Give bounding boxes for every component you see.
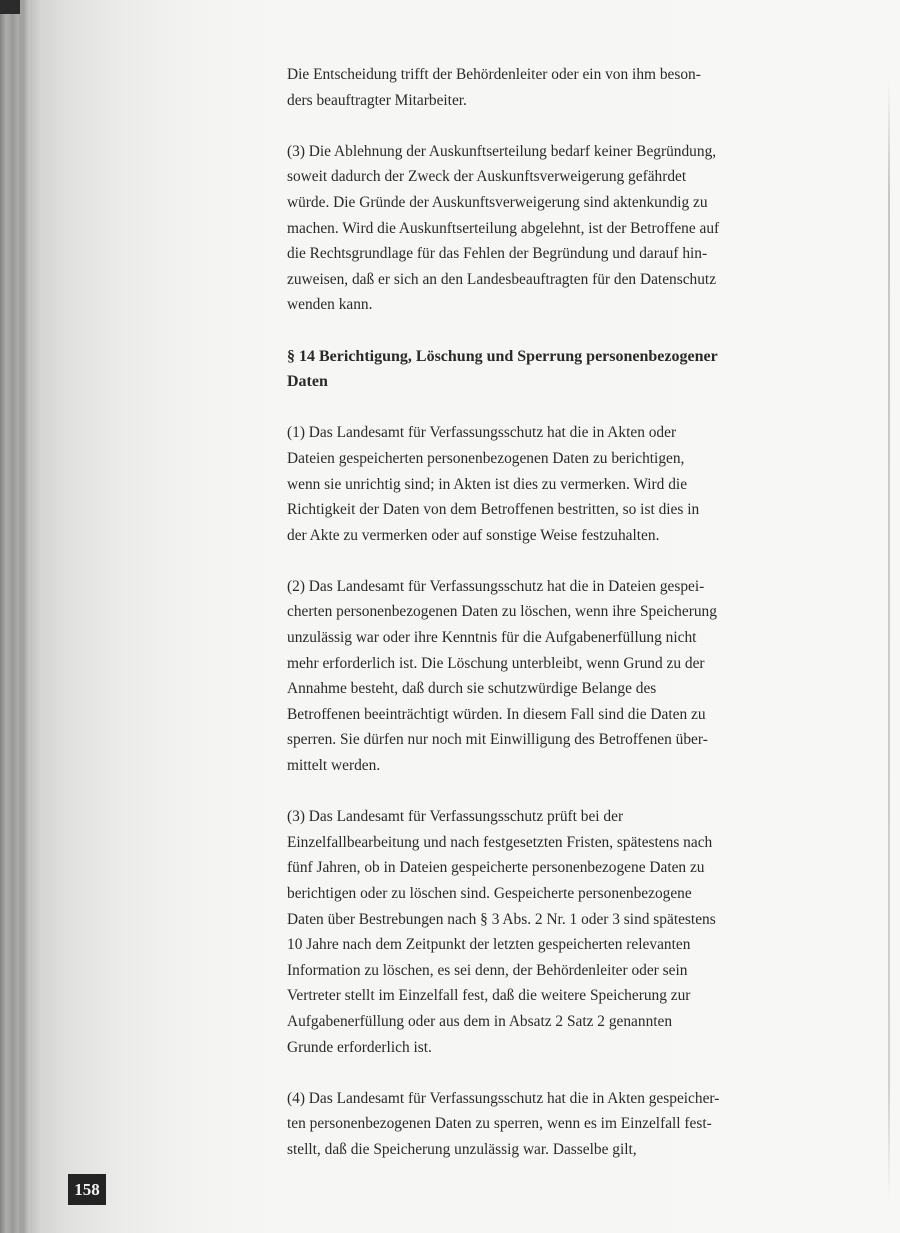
text-line: (3) Die Ablehnung der Auskunftserteilung bedarf keiner Begründung, [287, 142, 717, 160]
section-heading [287, 344, 827, 395]
text-line: Information zu löschen, es sei denn, der Behördenleiter oder sein [287, 961, 688, 979]
text-line: Richtigkeit der Daten von dem Betroffenen bestritten, so ist dies in [287, 501, 700, 519]
book-spine-shadow [0, 0, 30, 1233]
text-line: wenden kann. [287, 296, 373, 314]
body-paragraph [287, 139, 827, 318]
text-line: der Akte zu vermerken oder auf sonstige Weise festzuhalten. [287, 526, 660, 544]
body-paragraph [287, 420, 827, 548]
body-paragraph [287, 574, 827, 779]
text-line: Dateien gespeicherten personenbezogenen Daten zu berichtigen, [287, 449, 685, 467]
text-line: cherten personenbezogenen Daten zu löschen, wenn ihre Speicherung [287, 603, 717, 621]
text-line: wenn sie unrichtig sind; in Akten ist dies zu vermerken. Wird die [287, 475, 688, 493]
body-paragraph [287, 804, 827, 1060]
text-line: § 14 Berichtigung, Löschung und Sperrung personenbezogener [287, 347, 718, 365]
page-number-badge: 158 [68, 1174, 106, 1205]
text-line: mehr erforderlich ist. Die Löschung unterbleibt, wenn Grund zu der [287, 654, 705, 672]
text-line: Die Entscheidung trifft der Behördenleiter oder ein von ihm beson- [287, 66, 701, 83]
body-paragraph [287, 1086, 827, 1163]
page-body-text [287, 62, 827, 1188]
text-line: (3) Das Landesamt für Verfassungsschutz prüft bei der [287, 808, 624, 826]
text-line: fünf Jahren, ob in Dateien gespeicherte personenbezogene Daten zu [287, 859, 705, 877]
text-line: soweit dadurch der Zweck der Auskunftsverweigerung gefährdet [287, 168, 687, 186]
text-line: würde. Die Gründe der Auskunftsverweigerung sind aktenkundig zu [287, 193, 708, 211]
text-line: Annahme besteht, daß durch sie schutzwürdige Belange des [287, 680, 657, 698]
text-line: Daten über Bestrebungen nach § 3 Abs. 2 Nr. 1 oder 3 sind spätestens [287, 910, 716, 928]
text-line: (1) Das Landesamt für Verfassungsschutz hat die in Akten oder [287, 424, 677, 442]
text-line: machen. Wird die Auskunftserteilung abgelehnt, ist der Betroffene auf [287, 219, 720, 237]
text-line: Daten [287, 373, 328, 391]
text-line: stellt, daß die Speicherung unzulässig war. Dasselbe gilt, [287, 1140, 637, 1158]
text-line: 10 Jahre nach dem Zeitpunkt der letzten gespeicherten relevanten [287, 936, 691, 954]
text-line: Aufgabenerfüllung oder aus dem in Absatz 2 Satz 2 genannten [287, 1012, 673, 1030]
text-line: ten personenbezogenen Daten zu sperren, wenn es im Einzelfall fest- [287, 1115, 712, 1133]
text-line: (4) Das Landesamt für Verfassungsschutz hat die in Akten gespeicher- [287, 1089, 720, 1107]
text-line: ders beauftragter Mitarbeiter. [287, 91, 467, 109]
text-line: berichtigen oder zu löschen sind. Gespeicherte personenbezogene [287, 885, 692, 902]
text-line: sperren. Sie dürfen nur noch mit Einwilligung des Betroffenen über- [287, 731, 708, 749]
text-line: zuweisen, daß er sich an den Landesbeauftragten für den Datenschutz [287, 270, 717, 288]
body-paragraph [287, 62, 827, 113]
page-edge-line [888, 80, 890, 1200]
text-line: Betroffenen beeinträchtigt würden. In diesem Fall sind die Daten zu [287, 705, 706, 723]
text-line: Grunde erforderlich ist. [287, 1038, 432, 1056]
text-line: Einzelfallbearbeitung und nach festgesetzten Fristen, spätestens nach [287, 833, 713, 851]
text-line: unzulässig war oder ihre Kenntnis für die Aufgabenerfüllung nicht [287, 629, 697, 647]
text-line: die Rechtsgrundlage für das Fehlen der Begründung und darauf hin- [287, 245, 708, 263]
text-line: (2) Das Landesamt für Verfassungsschutz hat die in Dateien gespei- [287, 577, 705, 595]
text-line: mittelt werden. [287, 757, 381, 775]
text-line: Vertreter stellt im Einzelfall fest, daß die weitere Speicherung zur [287, 987, 691, 1005]
scan-corner-mark [0, 0, 20, 14]
